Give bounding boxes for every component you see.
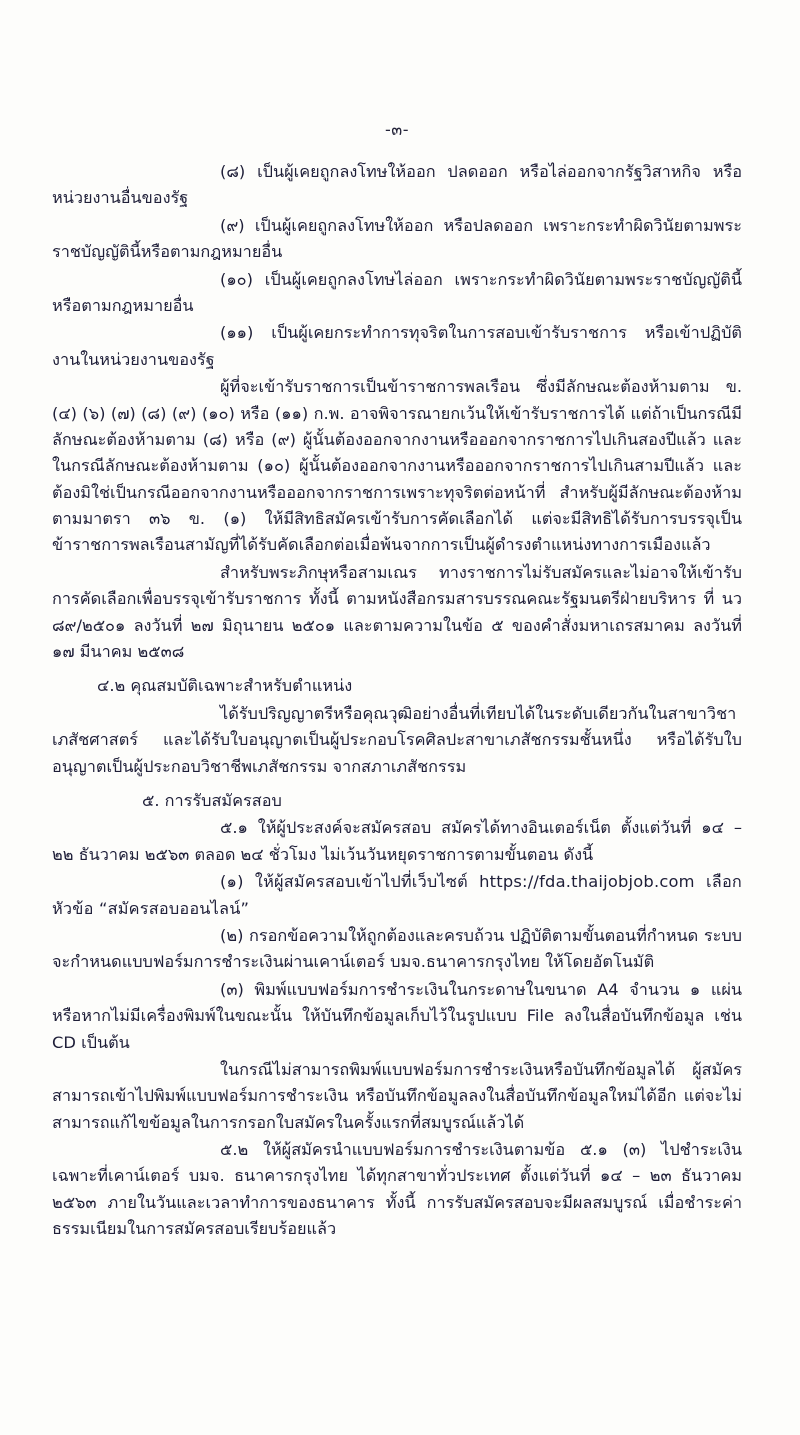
paragraph-monk: สำหรับพระภิกษุหรือสามเณร ทางราชการไม่รับสมัครและไม่อาจให้เข้ารับการคัดเลือกเพื่อบรรจุเข้ารับราชการ ทั้งนี้ ตามหนังสือกรมสารบรรณคณะรัฐมนตรีฝ่ายบริหาร ที่ นว ๘๙/๒๕๐๑ ลงวันที่ ๒๗ มิถุนายน ๒๕๐๑ และตามความในข้อ ๕ ของคำสั่งมหาเถรสมาคม ลงวันที่ ๑๗ มีนาคม ๒๕๓๘: [52, 562, 742, 662]
paragraph-qualification: ได้รับปริญญาตรีหรือคุณวุฒิอย่างอื่นที่เทียบได้ในระดับเดียวกันในสาขาวิชาเภสัชศาสตร์ และได้รับใบอนุญาตเป็นผู้ประกอบโรคศิลปะสาขาเภสัชกรรมชั้นหนึ่ง หรือได้รับใบอนุญาตเป็นผู้ประกอบวิชาชีพเภสัชกรรม จากสภาเภสัชกรรม: [52, 703, 742, 776]
paragraph-5-1: ๕.๑ ให้ผู้ประสงค์จะสมัครสอบ สมัครได้ทางอินเตอร์เน็ต ตั้งแต่วันที่ ๑๔ – ๒๒ ธันวาคม ๒๕๖๓ ตลอด ๒๔ ชั่วโมง ไม่เว้นวันหยุดราชการตามขั้นตอน ดังนี้: [52, 818, 742, 864]
paragraph-exemption: ผู้ที่จะเข้ารับราชการเป็นข้าราชการพลเรือน ซึ่งมีลักษณะต้องห้ามตาม ข. (๔) (๖) (๗) (๘) (๙) (๑๐) หรือ (๑๑) ก.พ. อาจพิจารณายกเว้นให้เข้ารับราชการได้ แต่ถ้าเป็นกรณีมีลักษณะต้องห้ามตาม (๘) หรือ (๙) ผู้นั้นต้องออกจากงานหรือออกจากราชการไปเกินสองปีแล้ว และในกรณีลักษณะต้องห้ามตาม (๑๐) ผู้นั้นต้องออกจากงานหรือออกจากราชการไปเกินสามปีแล้ว และต้องมิใช่เป็นกรณีออกจากงานหรือออกจากราชการเพราะทุจริตต่อหน้าที่ สำหรับผู้มีลักษณะต้องห้ามตามมาตรา ๓๖ ข. (๑) ให้มีสิทธิสมัครเข้ารับการคัดเลือกได้ แต่จะมีสิทธิได้รับการบรรจุเป็นข้าราชการพลเรือนสามัญที่ได้รับคัดเลือกต่อเมื่อพ้นจากการเป็นผู้ดำรงตำแหน่งทางการเมืองแล้ว: [52, 377, 742, 555]
paragraph-item-9: (๙) เป็นผู้เคยถูกลงโทษให้ออก หรือปลดออก เพราะกระทำผิดวินัยตามพระราชบัญญัตินี้หรือตามกฎหมายอื่น: [52, 215, 742, 262]
paragraph-item-11: (๑๑) เป็นผู้เคยกระทำการทุจริตในการสอบเข้ารับราชการ หรือเข้าปฏิบัติงานในหน่วยงานของรัฐ: [52, 323, 742, 369]
paragraph-item-10: (๑๐) เป็นผู้เคยถูกลงโทษไล่ออก เพราะกระทำผิดวินัยตามพระราชบัญญัตินี้หรือตามกฎหมายอื่น: [52, 269, 742, 315]
paragraph-item-8: (๘) เป็นผู้เคยถูกลงโทษให้ออก ปลดออก หรือไล่ออกจากรัฐวิสาหกิจ หรือหน่วยงานอื่นของรัฐ: [52, 162, 742, 208]
paragraph-5-1-note: ในกรณีไม่สามารถพิมพ์แบบฟอร์มการชำระเงินหรือบันทึกข้อมูลได้ ผู้สมัครสามารถเข้าไปพิมพ์แบบฟอร์มการชำระเงิน หรือบันทึกข้อมูลลงในสื่อบันทึกข้อมูลใหม่ได้อีก แต่จะไม่สามารถแก้ไขข้อมูลในการกรอกใบสมัครในครั้งแรกที่สมบูรณ์แล้วได้: [52, 1059, 742, 1132]
paragraph-5-1-step-1: (๑) ให้ผู้สมัครสอบเข้าไปที่เว็บไซต์ https://fda.thaijobjob.com เลือกหัวข้อ “สมัครสอบออนไลน์”: [52, 872, 742, 918]
heading-specific-qualifications: ๔.๒ คุณสมบัติเฉพาะสำหรับตำแหน่ง: [97, 676, 353, 696]
paragraph-5-2: ๕.๒ ให้ผู้สมัครนำแบบฟอร์มการชำระเงินตามข้อ ๕.๑ (๓) ไปชำระเงินเฉพาะที่เคาน์เตอร์ บมจ. ธนาคารกรุงไทย ได้ทุกสาขาทั่วประเทศ ตั้งแต่วันที่ ๑๔ – ๒๓ ธันวาคม ๒๕๖๓ ภายในวันและเวลาทำการของธนาคาร ทั้งนี้ การรับสมัครสอบจะมีผลสมบูรณ์ เมื่อชำระค่าธรรมเนียมในการสมัครสอบเรียบร้อยแล้ว: [52, 1140, 742, 1239]
paragraph-5-1-step-3: (๓) พิมพ์แบบฟอร์มการชำระเงินในกระดาษในขนาด A4 จำนวน ๑ แผ่นหรือหากไม่มีเครื่องพิมพ์ในขณะนั้น ให้บันทึกข้อมูลเก็บไว้ในรูปแบบ File ลงในสื่อบันทึกข้อมูล เช่น CD เป็นต้น: [52, 979, 742, 1052]
paragraph-5-1-step-2: (๒) กรอกข้อความให้ถูกต้องและครบถ้วน ปฏิบัติตามขั้นตอนที่กำหนด ระบบจะกำหนดแบบฟอร์มการชำระเงินผ่านเคาน์เตอร์ บมจ.ธนาคารกรุงไทย ให้โดยอัตโนมัติ: [52, 925, 742, 972]
page-number: -๓-: [385, 120, 409, 139]
document-body: [52, 159, 742, 1243]
heading-application: ๕. การรับสมัครสอบ: [142, 790, 282, 810]
